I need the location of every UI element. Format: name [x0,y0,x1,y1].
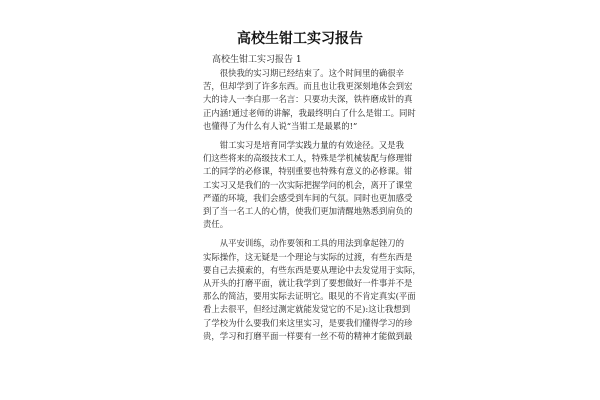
text-line: 贵，学习和打磨平面一样要有一丝不苟的精神才能做到最 [203,330,413,341]
text-line: 大的诗人一李白那一名言：只要功夫深，铁杵磨成针的真 [203,94,413,105]
text-line: 从开头的打磨平面，就让我学到了要想做好一件事并不是 [203,278,413,289]
text-line: 工的同学的必修课，特别重要也特殊有意义的必修课。钳 [203,166,413,177]
text-line: 苦，但却学到了许多东西。而且也让我更深刻地体会到宏 [203,81,413,92]
text-line: 工实习又是我们的一次实际把握学问的机会，离开了课堂 [203,179,413,190]
paragraph-1 [203,67,416,133]
text-line: 严谨的环境，我们会感受到车间的气氛。同时也更加感受 [203,192,413,203]
document-body [203,67,421,343]
text-line: 也懂得了为什么有人说“当钳工是最累的!” [203,120,358,131]
text-line: 要自己去摸索的，有些东西是要从理论中去发觉用于实际， [203,264,421,275]
text-line: 实际操作，这无疑是一个理论与实际的过渡，有些东西是 [203,251,413,262]
text-line: 到了当一名工人的心情，使我们更加清醒地熟悉到肩负的 [203,206,413,217]
text-line: 很快我的实习期已经结束了。这个时间里的确很辛 [203,68,404,78]
text-line: 责任。 [203,219,229,230]
text-line: 正内涵!通过老师的讲解，我最终明白了什么是钳工。同时 [203,107,416,118]
text-line: 看上去很平，但经过测定就能发觉它的不足):这让我想到 [203,304,411,315]
text-line: 从平安训练，动作要领和工具的用法到拿起锉刀的 [203,238,404,249]
text-line: 们这些将来的高级技术工人，特殊是学机械装配与修理钳 [203,153,413,164]
paragraph-3 [203,237,421,343]
text-line: 钳工实习是培育同学实践力量的有效途径。又是我 [203,140,404,151]
text-line: 那么的简洁，要用实际去证明它。眼见的不肯定真实(平面 [203,291,416,302]
document-subtitle: 高校生钳工实习报告 1 [212,55,302,65]
document-title: 高校生钳工实习报告 [237,31,363,47]
paragraph-2 [203,139,413,231]
text-line: 了学校为什么要我们来这里实习，是要我们懂得学习的珍 [203,317,413,328]
